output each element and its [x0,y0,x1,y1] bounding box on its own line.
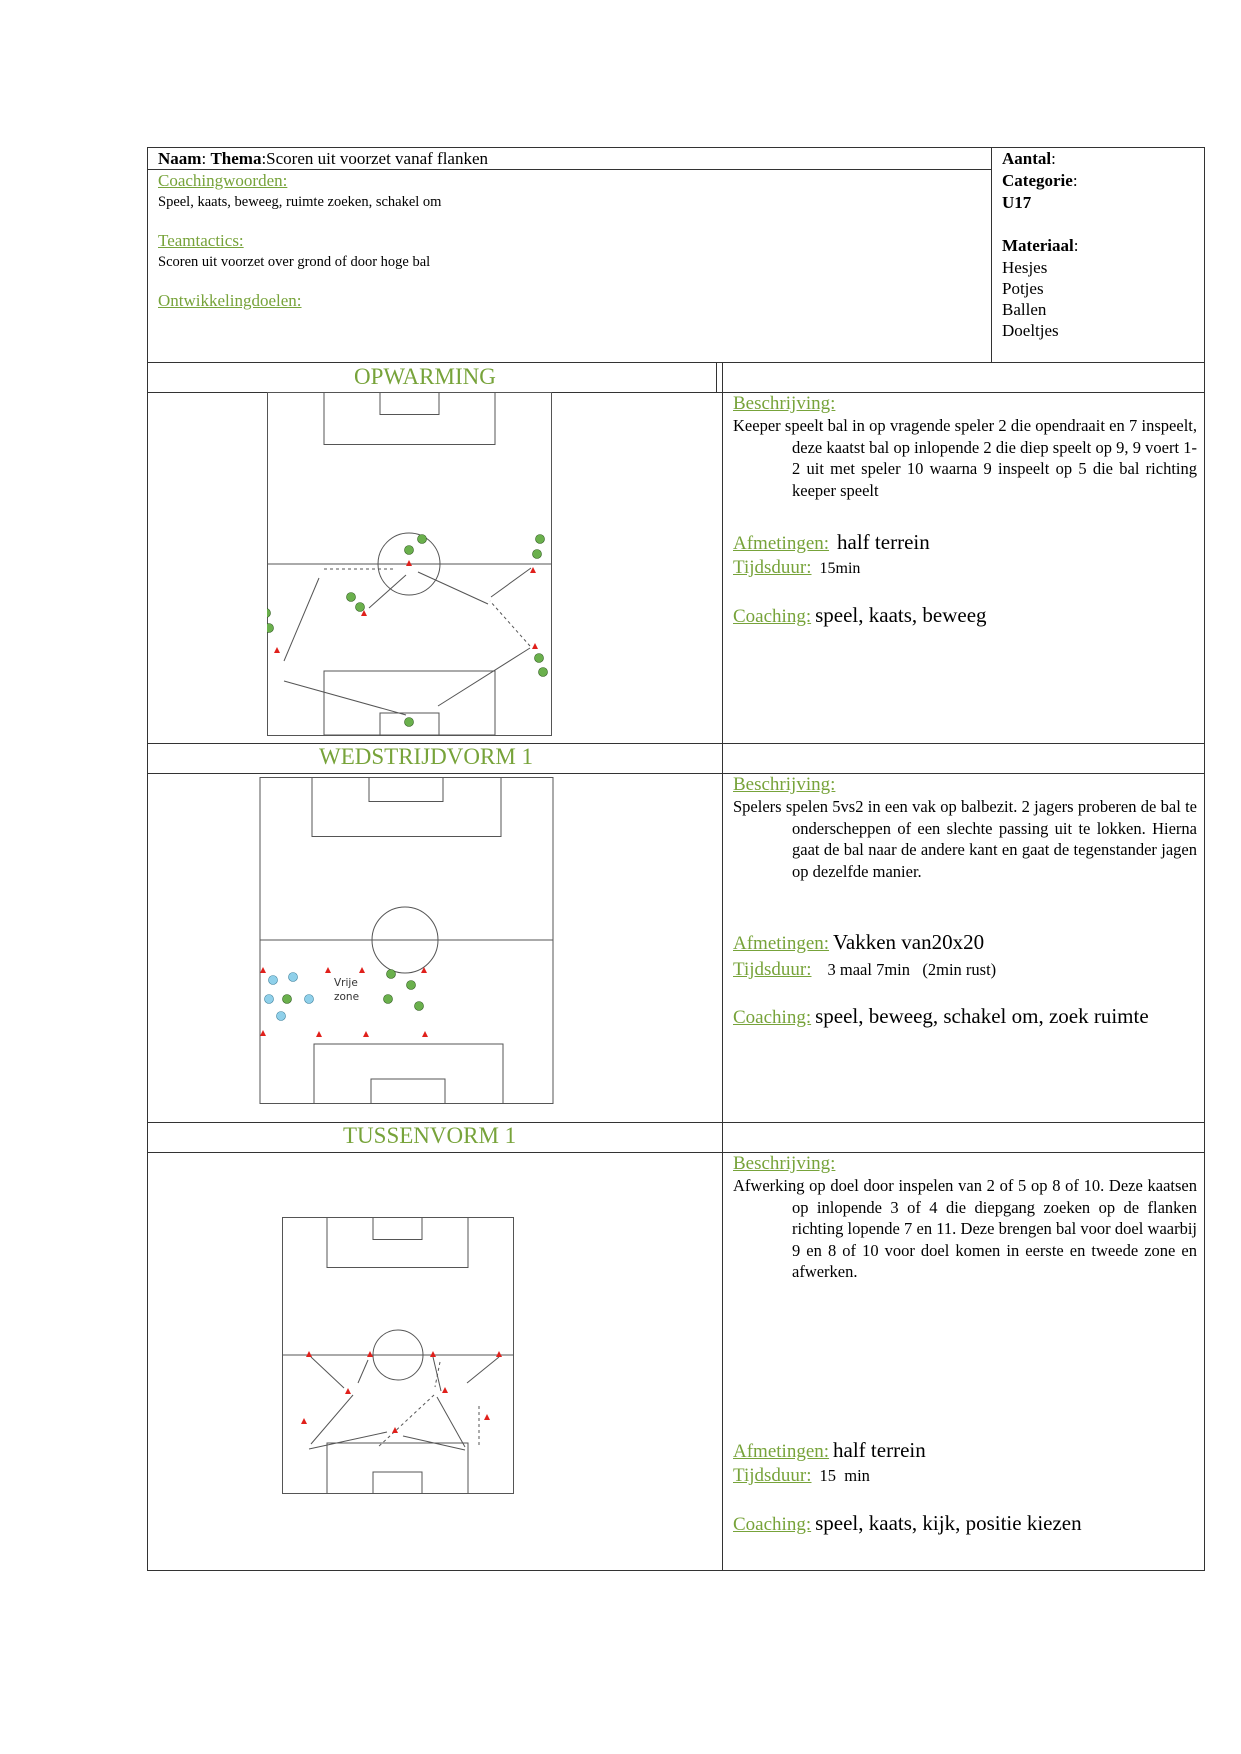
section-title-tussenvorm: TUSSENVORM 1 [343,1123,517,1148]
player [347,593,356,602]
cone [363,1031,369,1037]
run-arrow [284,578,319,661]
materiaal-item: Hesjes [1002,258,1048,277]
categorie-value: U17 [1002,193,1032,212]
player [283,995,292,1004]
penalty-area-top [324,393,495,445]
row-line [147,743,1205,744]
section-title-wedstrijdvorm: WEDSTRIJDVORM 1 [319,744,534,769]
pass-arrow [377,1395,434,1448]
title-divider [716,363,717,393]
header-bottom-line [147,362,1205,363]
player [267,609,271,618]
player [265,995,274,1004]
player [535,654,544,663]
pass-arrow [369,575,406,608]
pitch-diagram-tussenvorm [282,1217,514,1494]
training-sheet [147,147,1205,1571]
aantal-field: Aantal: [1002,149,1056,168]
afmetingen-row: Afmetingen: half terrein [733,530,930,554]
cone [496,1351,502,1357]
header-column-divider [991,147,992,363]
tijdsduur-row: Tijdsduur: 3 maal 7min (2min rust) [733,959,997,980]
cone [532,643,538,649]
player [267,624,274,633]
cone [260,1030,266,1036]
tussenvorm-details [733,1153,1197,1283]
goal-area-top [380,393,439,415]
run-arrow [491,568,531,597]
player [384,995,393,1004]
tijdsduur-row: Tijdsduur: 15 min [733,1465,870,1486]
run-arrow [311,1395,353,1444]
player [277,1012,286,1021]
cone [345,1388,351,1394]
penalty-area-bottom [314,1044,503,1104]
afmetingen-row: Afmetingen: Vakken van20x20 [733,930,985,954]
pass-arrow [284,681,406,715]
goal-area-top [369,778,443,802]
cone [359,967,365,973]
player [387,970,396,979]
pitch-diagram-opwarming [267,392,552,736]
beschrijving-label: Beschrijving: [733,1153,836,1174]
row-line [147,1122,1205,1123]
penalty-area-bottom [327,1443,468,1494]
pass-arrow [490,601,530,646]
zone-label: Vrije [334,977,358,989]
player [415,1002,424,1011]
cone [316,1031,322,1037]
pitch-diagram-wedstrijdvorm [254,777,554,1104]
column-divider [722,363,723,1571]
coachingwoorden-label: Coachingwoorden: [158,171,288,190]
player [407,981,416,990]
cone [274,647,280,653]
coaching-row: Coaching: speel, kaats, kijk, positie kiezen [733,1511,1082,1535]
player [289,973,298,982]
pass-arrow [309,1432,387,1449]
goal-area-bottom [373,1472,422,1494]
naam-thema-line: Naam: Thema:Scoren uit voorzet vanaf flanken [158,149,489,168]
beschrijving-text: Spelers spelen 5vs2 in een vak op balbezit. 2 jagers proberen de bal te onderscheppen of een slechte passing uit te lokken. Hierna gaat de bal naar de andere kant en gaat de tegenstander jagen op dezelfde manier. [733,797,1197,881]
cone [392,1427,398,1433]
pass-arrow [467,1357,499,1383]
goal-area-top [373,1218,422,1240]
player [533,550,542,559]
cone [484,1414,490,1420]
coachingwoorden-value: Speel, kaats, beweeg, ruimte zoeken, schakel om [158,194,442,210]
teamtactics-value: Scoren uit voorzet over grond of door hoge bal [158,254,431,270]
beschrijving-label: Beschrijving: [733,774,836,795]
zone-label: zone [334,991,360,1003]
beschrijving-text: Afwerking op doel door inspelen van 2 of 5 op 8 of 10. Deze kaatsen op inlopende 3 of 4 die diepgang zoeken op de flanken richting lopende 7 en 11. Deze brengen bal voor doel waarbij 9 en 8 of 10 voor doel komen in eerste en tweede zone en afwerken. [733,1176,1197,1281]
player [356,603,365,612]
border-right [1204,147,1205,1571]
coaching-row: Coaching: speel, beweeg, schakel om, zoek ruimte [733,1004,1149,1028]
cone [406,560,412,566]
wedstrijdvorm-details [733,774,1197,882]
materiaal-item: Potjes [1002,279,1044,298]
ontwikkelingsdoelen-label: Ontwikkelingdoelen: [158,291,302,310]
cone [301,1418,307,1424]
cone [422,1031,428,1037]
run-arrow [437,1397,465,1447]
pass-arrow [438,648,530,706]
penalty-area-top [327,1218,468,1268]
border-bottom [147,1570,1205,1571]
section-title-opwarming: OPWARMING [354,364,496,389]
beschrijving-text: Keeper speelt bal in op vragende speler 2 die opendraait en 7 inspeelt, deze kaatst bal op inlopende 2 die diep speelt op 9, 9 voert 1-2 uit met speler 10 waarna 9 inspeelt op 5 die bal richting keeper speelt [733,416,1197,500]
cone [367,1351,373,1357]
cone [325,967,331,973]
pass-arrow [311,1357,344,1388]
cone [430,1351,436,1357]
cone [306,1351,312,1357]
goal-area-bottom [371,1079,445,1104]
afmetingen-row: Afmetingen: half terrein [733,1438,926,1462]
player [405,546,414,555]
player [405,718,414,727]
pass-arrow [358,1360,368,1383]
player [269,976,278,985]
teamtactics-label: Teamtactics: [158,231,244,250]
cone [260,967,266,973]
tijdsduur-row: Tijdsduur: 15min [733,557,861,578]
materiaal-item: Ballen [1002,300,1047,319]
categorie-field: Categorie: [1002,171,1078,190]
coaching-row: Coaching: speel, kaats, beweeg [733,603,987,627]
penalty-area-top [312,778,501,837]
materiaal-field: Materiaal: [1002,236,1079,255]
cone [442,1387,448,1393]
materiaal-item: Doeltjes [1002,321,1059,340]
player [305,995,314,1004]
opwarming-details [733,393,1197,501]
border-left [147,147,148,1571]
player [536,535,545,544]
player [539,668,548,677]
beschrijving-label: Beschrijving: [733,393,836,414]
player [418,535,427,544]
